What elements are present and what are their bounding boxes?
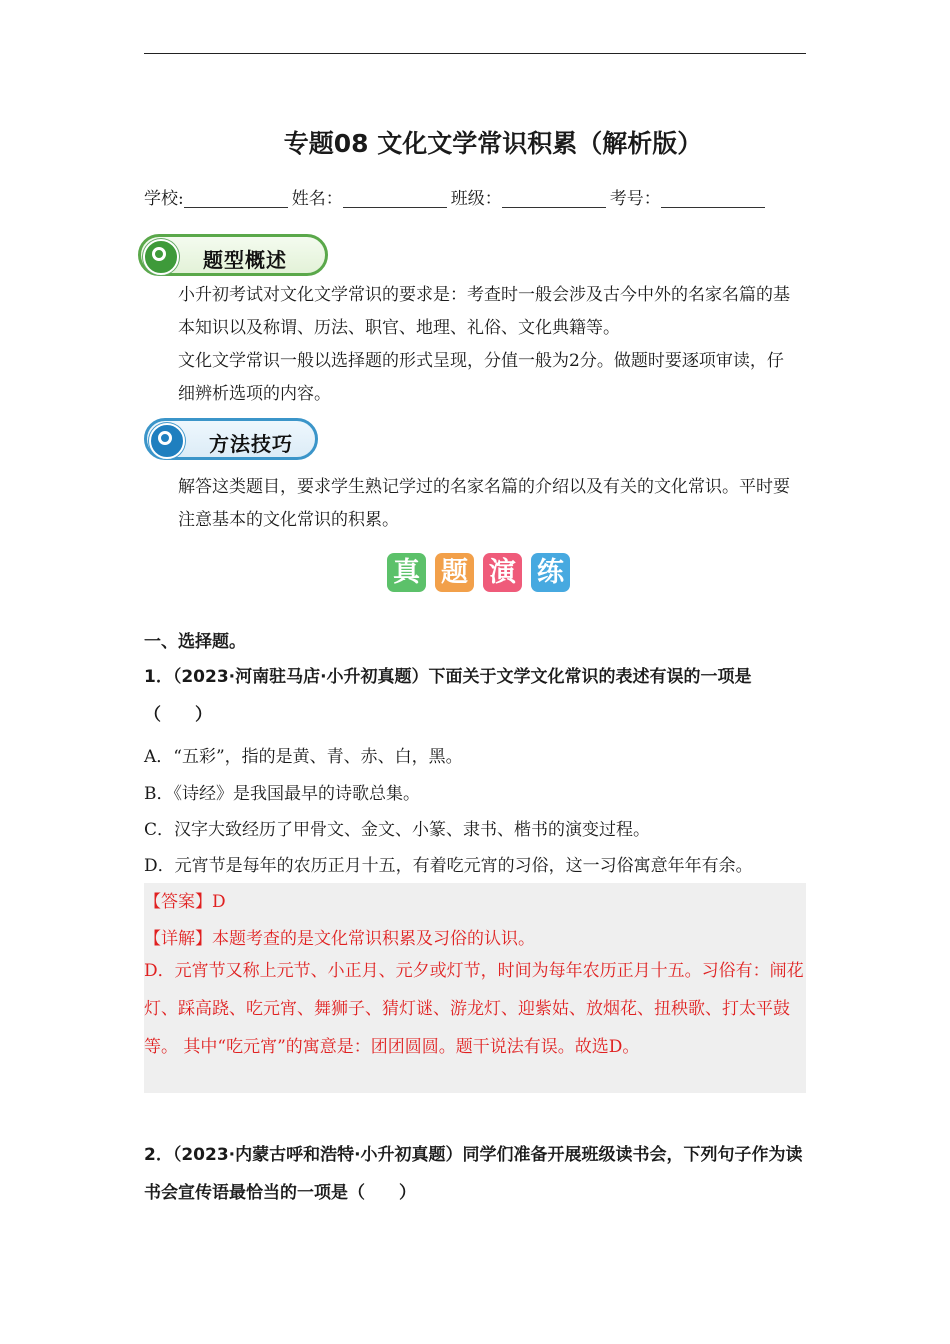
header-rule xyxy=(144,53,806,54)
speech-bubble-icon xyxy=(143,239,179,275)
speech-bubble-icon xyxy=(149,423,185,459)
overview-label: 题型概述 xyxy=(203,248,287,272)
school-blank xyxy=(184,189,288,208)
answer-label: 【答案】D xyxy=(144,892,226,912)
school-label: 学校: xyxy=(144,189,184,209)
practice-tile: 题 xyxy=(435,553,474,592)
overview-paragraph: 文化文学常识一般以选择题的形式呈现，分值一般为2分。做题时要逐项审读，仔细辨析选项的内容。 xyxy=(178,351,784,404)
name-label: 姓名： xyxy=(291,189,343,209)
overview-text xyxy=(144,279,794,411)
practice-tile: 练 xyxy=(531,553,570,592)
explanation-text: D．元宵节又称上元节、小正月、元夕或灯节，时间为每年农历正月十五。习俗有：闹花灯、踩高跷、吃元宵、舞狮子、猜灯谜、游龙灯、迎紫姑、放烟花、扭秧歌、打太平鼓等。 其中“吃元宵”的寓意是：团团圆圆。题干说法有误。故选D。 xyxy=(144,961,804,1057)
method-paragraph: 解答这类题目，要求学生熟记学过的名家名篇的介绍以及有关的文化常识。平时要注意基本的文化常识的积累。 xyxy=(178,477,790,530)
page-title: 专题08 文化文学常识积累（解析版） xyxy=(283,129,703,158)
student-info-line xyxy=(144,184,769,209)
question-1-option-b: B．《诗经》是我国最早的诗歌总集。 xyxy=(144,784,420,804)
question-1-stem: 1．（2023·河南驻马店·小升初真题）下面关于文学文化常识的表述有误的一项是（ ） xyxy=(144,667,752,725)
method-label: 方法技巧 xyxy=(209,432,293,456)
practice-tile: 真 xyxy=(387,553,426,592)
question-2-stem: 2．（2023·内蒙古呼和浩特·小升初真题）同学们准备开展班级读书会，下列句子作为读书会宣传语最恰当的一项是（ ） xyxy=(144,1145,803,1203)
question-1-option-a: A．“五彩”，指的是黄、青、赤、白，黑。 xyxy=(144,747,463,767)
overview-paragraph: 小升初考试对文化文学常识的要求是：考查时一般会涉及古今中外的名家名篇的基本知识以及称谓、历法、职官、地理、礼俗、文化典籍等。 xyxy=(178,285,790,338)
number-label: 考号： xyxy=(609,189,661,209)
section-heading: 一、选择题。 xyxy=(144,632,246,652)
question-1-option-c: C．汉字大致经历了甲骨文、金文、小篆、隶书、楷书的演变过程。 xyxy=(144,820,651,840)
name-blank xyxy=(343,189,447,208)
practice-tile: 演 xyxy=(483,553,522,592)
method-banner xyxy=(144,418,318,460)
overview-banner xyxy=(138,234,328,276)
class-label: 班级： xyxy=(450,189,502,209)
method-text xyxy=(144,471,806,537)
class-blank xyxy=(502,189,606,208)
question-1-option-d: D．元宵节是每年的农历正月十五，有着吃元宵的习俗，这一习俗寓意年年有余。 xyxy=(144,856,753,876)
number-blank xyxy=(661,189,765,208)
detail-text: 【详解】本题考查的是文化常识积累及习俗的认识。 xyxy=(144,929,535,949)
